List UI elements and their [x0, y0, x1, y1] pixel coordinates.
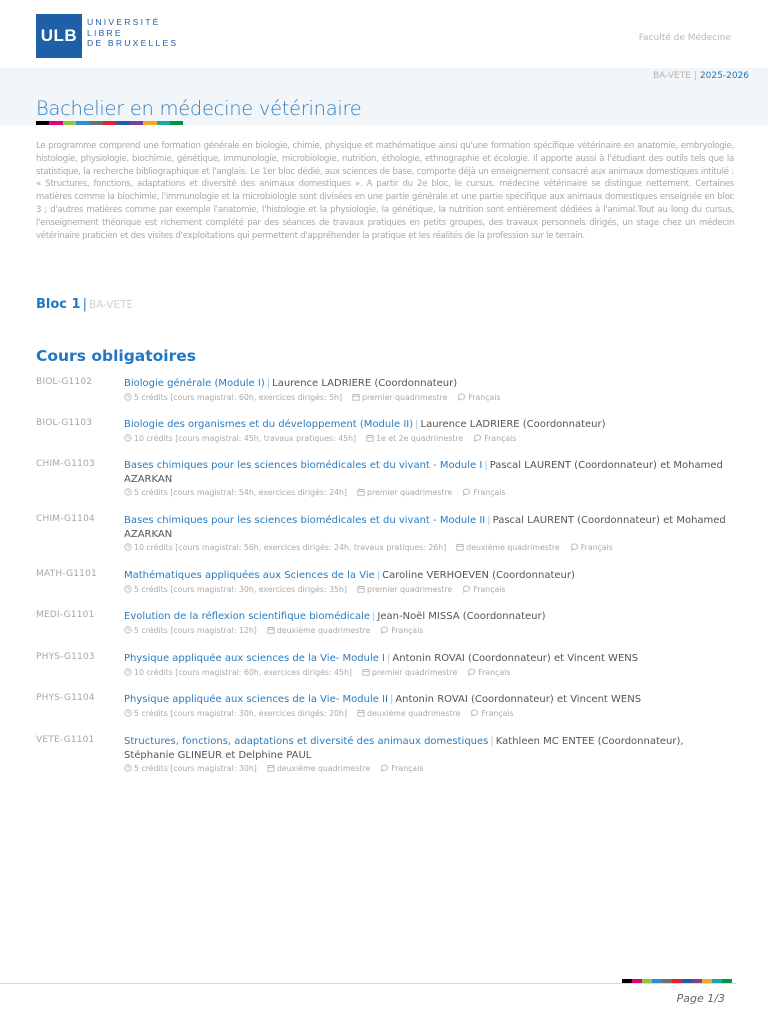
- speech-bubble-icon: [470, 709, 481, 718]
- course-details: [124, 763, 734, 775]
- course-code: PHYS-G1104: [36, 693, 95, 703]
- brand-color-swatch: [49, 121, 62, 125]
- speech-bubble-icon: [457, 393, 468, 402]
- bloc-label: Bloc 1: [36, 297, 81, 312]
- course-teachers: Kathleen MC ENTEE (Coordonnateur), Stéphanie GLINEUR et Delphine PAUL: [124, 736, 684, 761]
- course-teachers: Pascal LAURENT (Coordonnateur) et Mohamed AZARKAN: [124, 515, 726, 540]
- bloc-heading: Bloc 1 | BA-VETE: [36, 297, 134, 312]
- separator: |: [389, 694, 394, 705]
- course-title-link[interactable]: Physique appliquée aux sciences de la Vie- Module I: [124, 653, 386, 664]
- speech-bubble-icon: [570, 543, 581, 552]
- course-credits: 5 crédits [cours magistral: 30h, exercices dirigés: 20h]: [134, 708, 347, 718]
- calendar-icon: [267, 626, 277, 635]
- brand-color-swatch: [157, 121, 170, 125]
- course-language: Français: [391, 764, 424, 774]
- program-meta: BA-VETE | 2025-2026: [653, 71, 749, 81]
- course-title-link[interactable]: Biologie des organismes et du développement (Module II): [124, 419, 414, 430]
- course-language: Français: [484, 433, 517, 443]
- course-term: premier quadrimestre: [362, 392, 448, 402]
- course-title-link[interactable]: Biologie générale (Module I): [124, 378, 265, 389]
- course-body: [124, 459, 734, 499]
- page-title: Bachelier en médecine vétérinaire: [36, 97, 362, 120]
- program-code: BA-VETE: [653, 71, 691, 81]
- brand-color-swatch: [103, 121, 116, 125]
- course-title-link[interactable]: Evolution de la réflexion scientifique biomédicale: [124, 611, 371, 622]
- course-details: [124, 433, 734, 445]
- course-teachers: Laurence LADRIERE (Coordonnateur): [420, 419, 606, 430]
- speech-bubble-icon: [380, 764, 391, 773]
- calendar-icon: [456, 543, 466, 552]
- course-language: Français: [468, 392, 501, 402]
- course-code: VETE-G1101: [36, 735, 95, 745]
- course-details: [124, 667, 734, 679]
- course-body: [124, 569, 734, 596]
- course-body: [124, 514, 734, 554]
- speech-bubble-icon: [462, 585, 473, 594]
- calendar-icon: [357, 709, 367, 718]
- course-code: MEDI-G1101: [36, 610, 95, 620]
- clock-icon: [124, 626, 134, 635]
- brand-color-swatch: [36, 121, 49, 125]
- course-title-link[interactable]: Bases chimiques pour les sciences biomédicales et du vivant - Module II: [124, 515, 486, 526]
- course-teachers: Antonin ROVAI (Coordonnateur) et Vincent WENS: [395, 694, 642, 705]
- course-credits: 5 crédits [cours magistral: 30h]: [134, 764, 257, 774]
- brand-color-swatch: [76, 121, 89, 125]
- calendar-icon: [362, 668, 372, 677]
- course-code: MATH-G1101: [36, 569, 97, 579]
- course-code: CHIM-G1103: [36, 459, 95, 469]
- course-credits: 10 crédits [cours magistral: 56h, exercices dirigés: 24h, travaux pratiques: 26h]: [134, 543, 447, 553]
- course-code: BIOL-G1102: [36, 377, 93, 387]
- course-credits: 5 crédits [cours magistral: 30h, exercices dirigés: 35h]: [134, 584, 347, 594]
- ulb-logo: ULB: [36, 14, 82, 58]
- course-term: premier quadrimestre: [371, 667, 458, 677]
- course-credits: 10 crédits [cours magistral: 60h, exercices dirigés: 45h]: [134, 667, 352, 677]
- brand-color-swatch: [170, 121, 183, 125]
- ulb-logo-text: [87, 17, 178, 49]
- course-teachers: Pascal LAURENT (Coordonnateur) et Mohamed AZARKAN: [124, 460, 723, 485]
- calendar-icon: [366, 434, 376, 443]
- course-language: Français: [391, 625, 424, 635]
- separator: |: [266, 378, 271, 389]
- separator: |: [487, 515, 491, 526]
- course-body: [124, 610, 734, 637]
- logo-line-3: DE BRUXELLES: [87, 38, 179, 48]
- course-term: deuxième quadrimestre: [466, 543, 560, 553]
- bloc-code: BA-VETE: [88, 299, 134, 311]
- academic-year: 2025-2026: [699, 71, 749, 81]
- separator: |: [490, 736, 494, 747]
- clock-icon: [124, 393, 134, 402]
- clock-icon: [124, 543, 134, 552]
- course-term: 1e et 2e quadrimestre: [376, 433, 464, 443]
- calendar-icon: [357, 585, 367, 594]
- brand-color-swatch: [130, 121, 143, 125]
- course-credits: 5 crédits [cours magistral: 12h]: [134, 625, 257, 635]
- course-teachers: Caroline VERHOEVEN (Coordonnateur): [382, 570, 575, 581]
- brand-color-bar: [36, 121, 183, 125]
- calendar-icon: [267, 764, 277, 773]
- speech-bubble-icon: [467, 668, 478, 677]
- calendar-icon: [357, 488, 367, 497]
- course-term: premier quadrimestre: [367, 584, 453, 594]
- clock-icon: [124, 709, 134, 718]
- course-details: [124, 584, 734, 596]
- course-code: CHIM-G1104: [36, 514, 95, 524]
- course-language: Français: [478, 667, 511, 677]
- section-title: Cours obligatoires: [36, 347, 197, 365]
- course-body: [124, 377, 734, 404]
- course-credits: 5 crédits [cours magistral: 60h, exercices dirigés: 5h]: [134, 392, 343, 402]
- course-title-link[interactable]: Mathématiques appliquées aux Sciences de la Vie: [124, 570, 375, 581]
- course-body: [124, 735, 734, 775]
- course-details: [124, 625, 734, 637]
- speech-bubble-icon: [380, 626, 391, 635]
- clock-icon: [124, 764, 134, 773]
- course-language: Français: [473, 584, 506, 594]
- course-body: [124, 652, 734, 679]
- speech-bubble-icon: [473, 434, 484, 443]
- brand-color-swatch: [63, 121, 76, 125]
- program-description: Le programme comprend une formation générale en biologie, chimie, physique et mathématique ainsi qu'une formation spécifique vétérinaire en anatomie, embryologie, histologie, physiologie, biochimie, génétique, immunologie, microbiologie, nutrition, éthologie, ethnographie et écologie. Il apporte aussi à l'étudiant des outils tels que la statistique, la recherche bibliographique et l'anglais. Le 1er bloc dédié, aux sciences de base, comporte déjà un enseignement consacré aux animaux domestiques intitulé : « Structures, fonctions, adaptations et diversité des animaux domestiques ». A partir du 2e bloc, le cursus, médecine vétérinaire se distingue nettement. Certaines matières comme la biochimie, l'immunologie et la microbiologie sont divisées en une partie générale et une partie spécifique aux animaux domestiques enseignée en bloc 3 ; d'autres matières comme par exemple l'anatomie, l'histologie et la physiologie, la génétique, la nutrition sont entièrement dédiées à l'animal.Tout au long du cursus, l'enseignement théorique est richement complété par des séances de travaux pratiques en petits groupes, des travaux personnels dirigés, un stage chez un médecin vétérinaire praticien et des visites d'exploitations qui permettent d'appréhender la pratique et les réalités de la profession sur le terrain.: [36, 141, 734, 241]
- speech-bubble-icon: [462, 488, 473, 497]
- course-title-link[interactable]: Physique appliquée aux sciences de la Vie- Module II: [124, 694, 388, 705]
- course-language: Français: [481, 708, 514, 718]
- separator: |: [484, 460, 488, 471]
- clock-icon: [124, 434, 134, 443]
- logo-line-2: LIBRE: [87, 27, 123, 38]
- course-language: Français: [473, 488, 506, 498]
- course-code: PHYS-G1103: [36, 652, 95, 662]
- course-details: [124, 542, 734, 554]
- course-term: deuxième quadrimestre: [276, 625, 371, 635]
- brand-color-swatch: [90, 121, 103, 125]
- logo-line-1: UNIVERSITÉ: [87, 17, 161, 27]
- course-title-link[interactable]: Structures, fonctions, adaptations et diversité des animaux domestiques: [124, 736, 489, 747]
- brand-color-swatch: [116, 121, 129, 125]
- course-teachers: Jean-Noël MISSA (Coordonnateur): [377, 611, 546, 622]
- footer-divider: [0, 983, 736, 984]
- clock-icon: [124, 668, 134, 677]
- course-details: [124, 487, 734, 499]
- separator: |: [376, 570, 381, 581]
- course-details: [124, 708, 734, 720]
- clock-icon: [124, 488, 134, 497]
- separator: |: [372, 611, 376, 622]
- course-teachers: Antonin ROVAI (Coordonnateur) et Vincent WENS: [392, 653, 639, 664]
- calendar-icon: [352, 393, 362, 402]
- course-teachers: Laurence LADRIERE (Coordonnateur): [272, 378, 458, 389]
- brand-color-swatch: [143, 121, 156, 125]
- separator: |: [415, 419, 419, 430]
- page-number: Page 1/3: [676, 992, 725, 1005]
- course-term: deuxième quadrimestre: [276, 764, 371, 774]
- course-language: Français: [580, 543, 613, 553]
- course-title-link[interactable]: Bases chimiques pour les sciences biomédicales et du vivant - Module I: [124, 460, 483, 471]
- course-body: [124, 693, 734, 720]
- course-details: [124, 392, 734, 404]
- course-code: BIOL-G1103: [36, 418, 93, 428]
- separator: |: [387, 653, 391, 664]
- faculty-name: Faculté de Médecine: [638, 33, 731, 43]
- clock-icon: [124, 585, 134, 594]
- course-term: premier quadrimestre: [367, 488, 453, 498]
- course-term: deuxième quadrimestre: [367, 708, 461, 718]
- course-credits: 5 crédits [cours magistral: 54h, exercices dirigés: 24h]: [134, 488, 347, 498]
- course-credits: 10 crédits [cours magistral: 45h, travaux pratiques: 45h]: [134, 433, 357, 443]
- course-body: [124, 418, 734, 445]
